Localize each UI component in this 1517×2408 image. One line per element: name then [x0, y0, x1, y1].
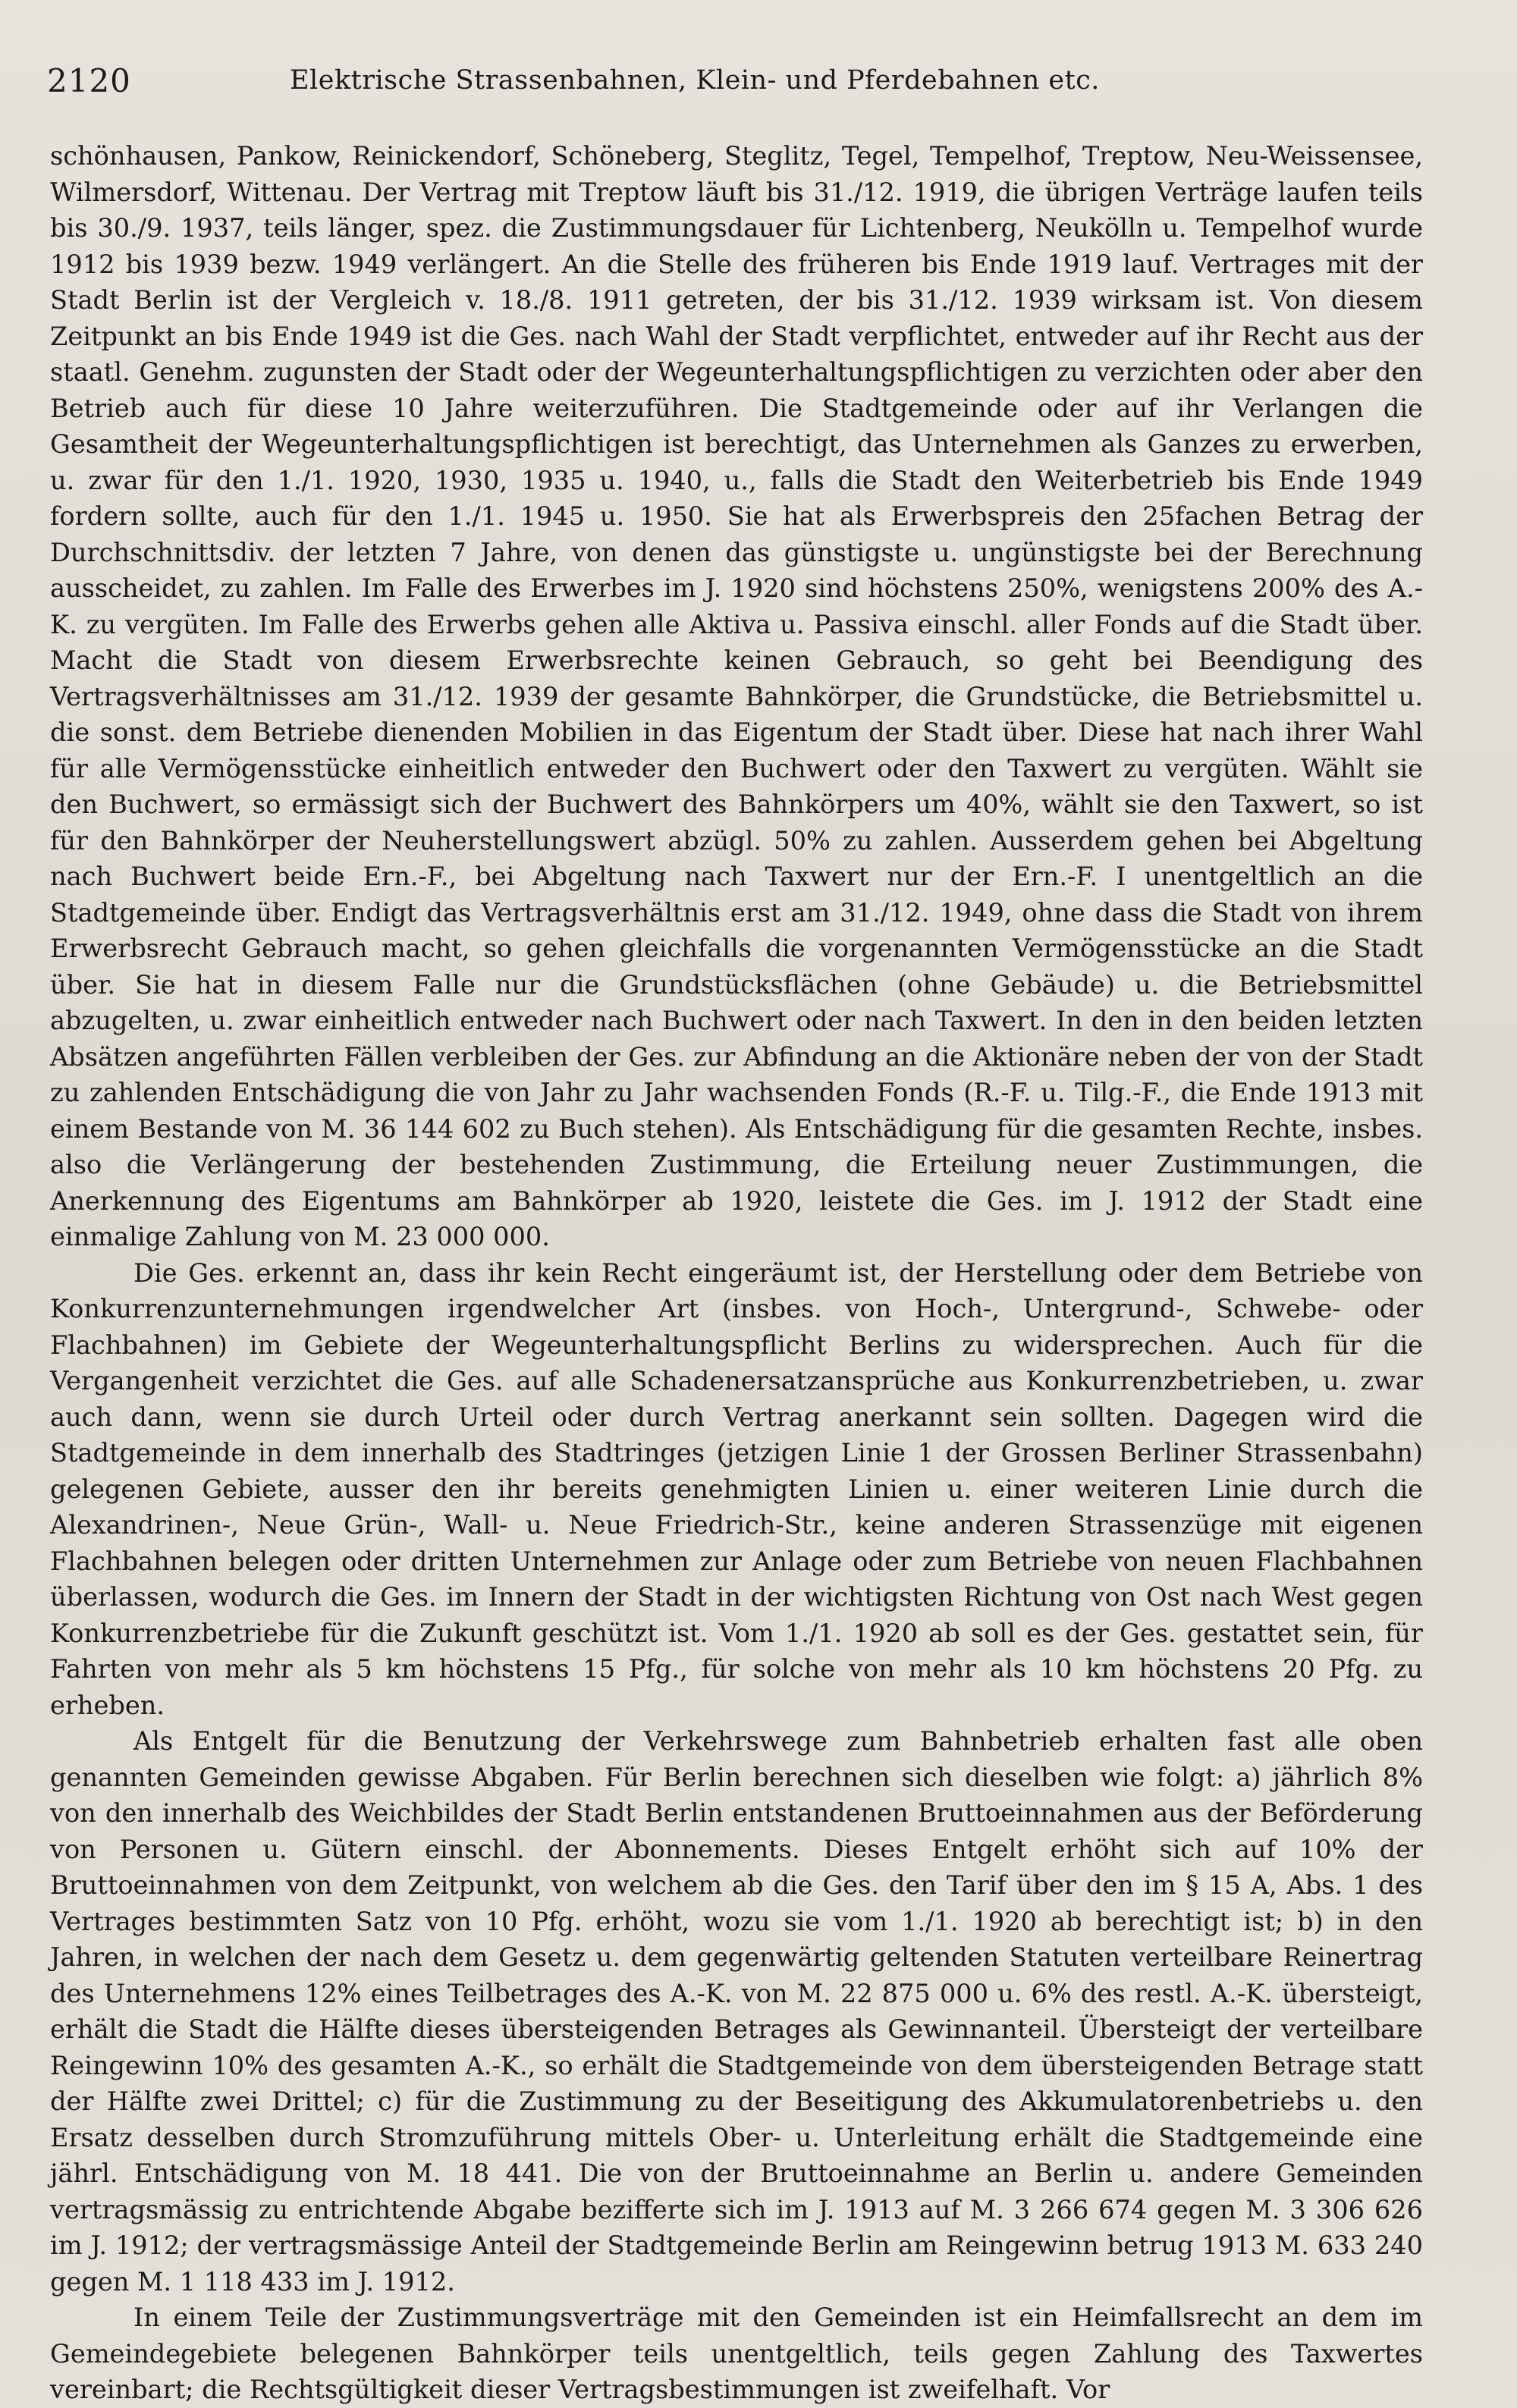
paragraph-competition: Die Ges. erkennt an, dass ihr kein Recht eingeräumt ist, der Herstellung oder dem Betriebe von Konkurrenzunternehmungen irgendwelcher Art (insbes. von Hoch-, Untergrund-, Schwebe- oder Flachbahnen) im Gebiete der Wegeunterhaltungspflicht Berlins zu widersprechen. Auch für die Vergangenheit verzichtet die Ges. auf alle Schadenersatzansprüche aus Konkurrenzbetrieben, u. zwar auch dann, wenn sie durch Urteil oder durch Vertrag anerkannt sein sollten. Dagegen wird die Stadtgemeinde in dem innerhalb des Stadtringes (jetzigen Linie 1 der Grossen Berliner Strassenbahn) gelegenen Gebiete, ausser den ihr bereits genehmigten Linien u. einer weiteren Linie durch die Alexandrinen-, Neue Grün-, Wall- u. Neue Friedrich-Str., keine anderen Strassenzüge mit eigenen Flachbahnen belegen oder dritten Unternehmen zur Anlage oder zum Betriebe von neuen Flachbahnen überlassen, wodurch die Ges. im Innern der Stadt in der wichtigsten Richtung von Ost nach West gegen Konkurrenzbetriebe für die Zukunft geschützt ist. Vom 1./1. 1920 ab soll es der Ges. gestattet sein, für Fahrten von mehr als 5 km höchstens 15 Pfg., für solche von mehr als 10 km höchstens 20 Pfg. zu erheben. — [50, 1257, 1423, 1720]
paragraph-contract-terms: schönhausen, Pankow, Reinickendorf, Schöneberg, Steglitz, Tegel, Tempelhof, Treptow, Neu-Weissensee, Wilmersdorf, Wittenau. Der Vertrag mit Treptow läuft bis 31./12. 1919, die übrigen Verträge laufen teils bis 30./9. 1937, teils länger, spez. die Zustimmungsdauer für Lichtenberg, Neukölln u. Tempelhof wurde 1912 bis 1939 bezw. 1949 verlängert. An die Stelle des früheren bis Ende 1919 lauf. Vertrages mit der Stadt Berlin ist der Vergleich v. 18./8. 1911 getreten, der bis 31./12. 1939 wirksam ist. Von diesem Zeitpunkt an bis Ende 1949 ist die Ges. nach Wahl der Stadt verpflichtet, entweder auf ihr Recht aus der staatl. Genehm. zugunsten der Stadt oder der Wegeunterhaltungspflichtigen zu verzichten oder aber den Betrieb auch für diese 10 Jahre weiterzuführen. Die Stadtgemeinde oder auf ihr Verlangen die Gesamtheit der Wegeunterhaltungspflichtigen ist berechtigt, das Unternehmen als Ganzes zu erwerben, u. zwar für den 1./1. 1920, 1930, 1935 u. 1940, u., falls die Stadt den Weiterbetrieb bis Ende 1949 fordern sollte, auch für den 1./1. 1945 u. 1950. Sie hat als Erwerbspreis den 25fachen Betrag der Durchschnittsdiv. der letzten 7 Jahre, von denen das günstigste u. ungünstigste bei der Berechnung ausscheidet, zu zahlen. Im Falle des Erwerbes im J. 1920 sind höchstens 250%, wenigstens 200% des A.-K. zu vergüten. Im Falle des Erwerbs gehen alle Aktiva u. Passiva einschl. aller Fonds auf die Stadt über. Macht die Stadt von diesem Erwerbsrechte keinen Gebrauch, so geht bei Beendigung des Vertragsverhältnisses am 31./12. 1939 der gesamte Bahnkörper, die Grundstücke, die Betriebsmittel u. die sonst. dem Betriebe dienenden Mobilien in das Eigentum der Stadt über. Diese hat nach ihrer Wahl für alle Vermögensstücke einheitlich entweder den Buchwert oder den Taxwert zu vergüten. Wählt sie den Buchwert, so ermässigt sich der Buchwert des Bahnkörpers um 40%, wählt sie den Taxwert, so ist für den Bahnkörper der Neuherstellungswert abzügl. 50% zu zahlen. Ausserdem gehen bei Abgeltung nach Buchwert beide Ern.-F., bei Abgeltung nach Taxwert nur der Ern.-F. I unentgeltlich an die Stadtgemeinde über. Endigt das Vertragsverhältnis erst am 31./12. 1949, ohne dass die Stadt von ihrem Erwerbsrecht Gebrauch macht, so gehen gleichfalls die vorgenannten Vermögensstücke an die Stadt über. Sie hat in diesem Falle nur die Grundstücksflächen (ohne Gebäude) u. die Betriebsmittel abzugelten, u. zwar einheitlich entweder nach Buchwert oder nach Taxwert. In den in den beiden letzten Absätzen angeführten Fällen verbleiben der Ges. zur Abfindung an die Aktionäre neben der von der Stadt zu zahlenden Entschädigung die von Jahr zu Jahr wachsenden Fonds (R.-F. u. Tilg.-F., die Ende 1913 mit einem Bestande von M. 36 144 602 zu Buch stehen). Als Entschädigung für die gesamten Rechte, insbes. also die Verlängerung der bestehenden Zustimmung, die Erteilung neuer Zustimmungen, die Anerkennung des Eigentums am Bahnkörper ab 1920, leistete die Ges. im J. 1912 der Stadt eine einmalige Zahlung von M. 23 000 000. — [50, 141, 1423, 1251]
paragraph-fees: Als Entgelt für die Benutzung der Verkehrswege zum Bahnbetrieb erhalten fast alle oben genannten Gemeinden gewisse Abgaben. Für Berlin berechnen sich dieselben wie folgt: a) jährlich 8% von den innerhalb des Weichbildes der Stadt Berlin entstandenen Bruttoeinnahmen aus der Beförderung von Personen u. Gütern einschl. der Abonnements. Dieses Entgelt erhöht sich auf 10% der Bruttoeinnahmen von dem Zeitpunkt, von welchem ab die Ges. den Tarif über den im § 15 A, Abs. 1 des Vertrages bestimmten Satz von 10 Pfg. erhöht, wozu sie vom 1./1. 1920 ab berechtigt ist; b) in den Jahren, in welchen der nach dem Gesetz u. dem gegenwärtig geltenden Statuten verteilbare Reinertrag des Unternehmens 12% eines Teilbetrages des A.-K. von M. 22 875 000 u. 6% des restl. A.-K. übersteigt, erhält die Stadt die Hälfte dieses übersteigenden Betrages als Gewinnanteil. Übersteigt der verteilbare Reingewinn 10% des gesamten A.-K., so erhält die Stadtgemeinde von dem übersteigenden Betrage statt der Hälfte zwei Drittel; c) für die Zustimmung zu der Beseitigung des Akkumulatorenbetriebs u. den Ersatz desselben durch Stromzuführung mittels Ober- u. Unterleitung erhält die Stadtgemeinde eine jährl. Entschädigung von M. 18 441. Die von der Bruttoeinnahme an Berlin u. andere Gemeinden vertragsmässig zu entrichtende Abgabe bezifferte sich im J. 1913 auf M. 3 266 674 gegen M. 3 306 626 im J. 1912; der vertragsmässige Anteil der Stadtgemeinde Berlin am Reingewinn betrug 1913 M. 633 240 gegen M. 1 118 433 im J. 1912. — [50, 1726, 1423, 2297]
page-header — [47, 62, 1473, 108]
page-number: 2120 — [47, 62, 131, 99]
running-title: Elektrische Strassenbahnen, Klein- und Pferdebahnen etc. — [290, 65, 1100, 96]
body-text — [50, 138, 1423, 2408]
paragraph-reversion: In einem Teile der Zustimmungsverträge mit den Gemeinden ist ein Heimfallsrecht an dem im Gemeindegebiete belegenen Bahnkörper teils unentgeltlich, teils gegen Zahlung des Taxwertes vereinbart; die Rechtsgültigkeit dieser Vertragsbestimmungen ist zweifelhaft. Vor — [50, 2303, 1423, 2404]
